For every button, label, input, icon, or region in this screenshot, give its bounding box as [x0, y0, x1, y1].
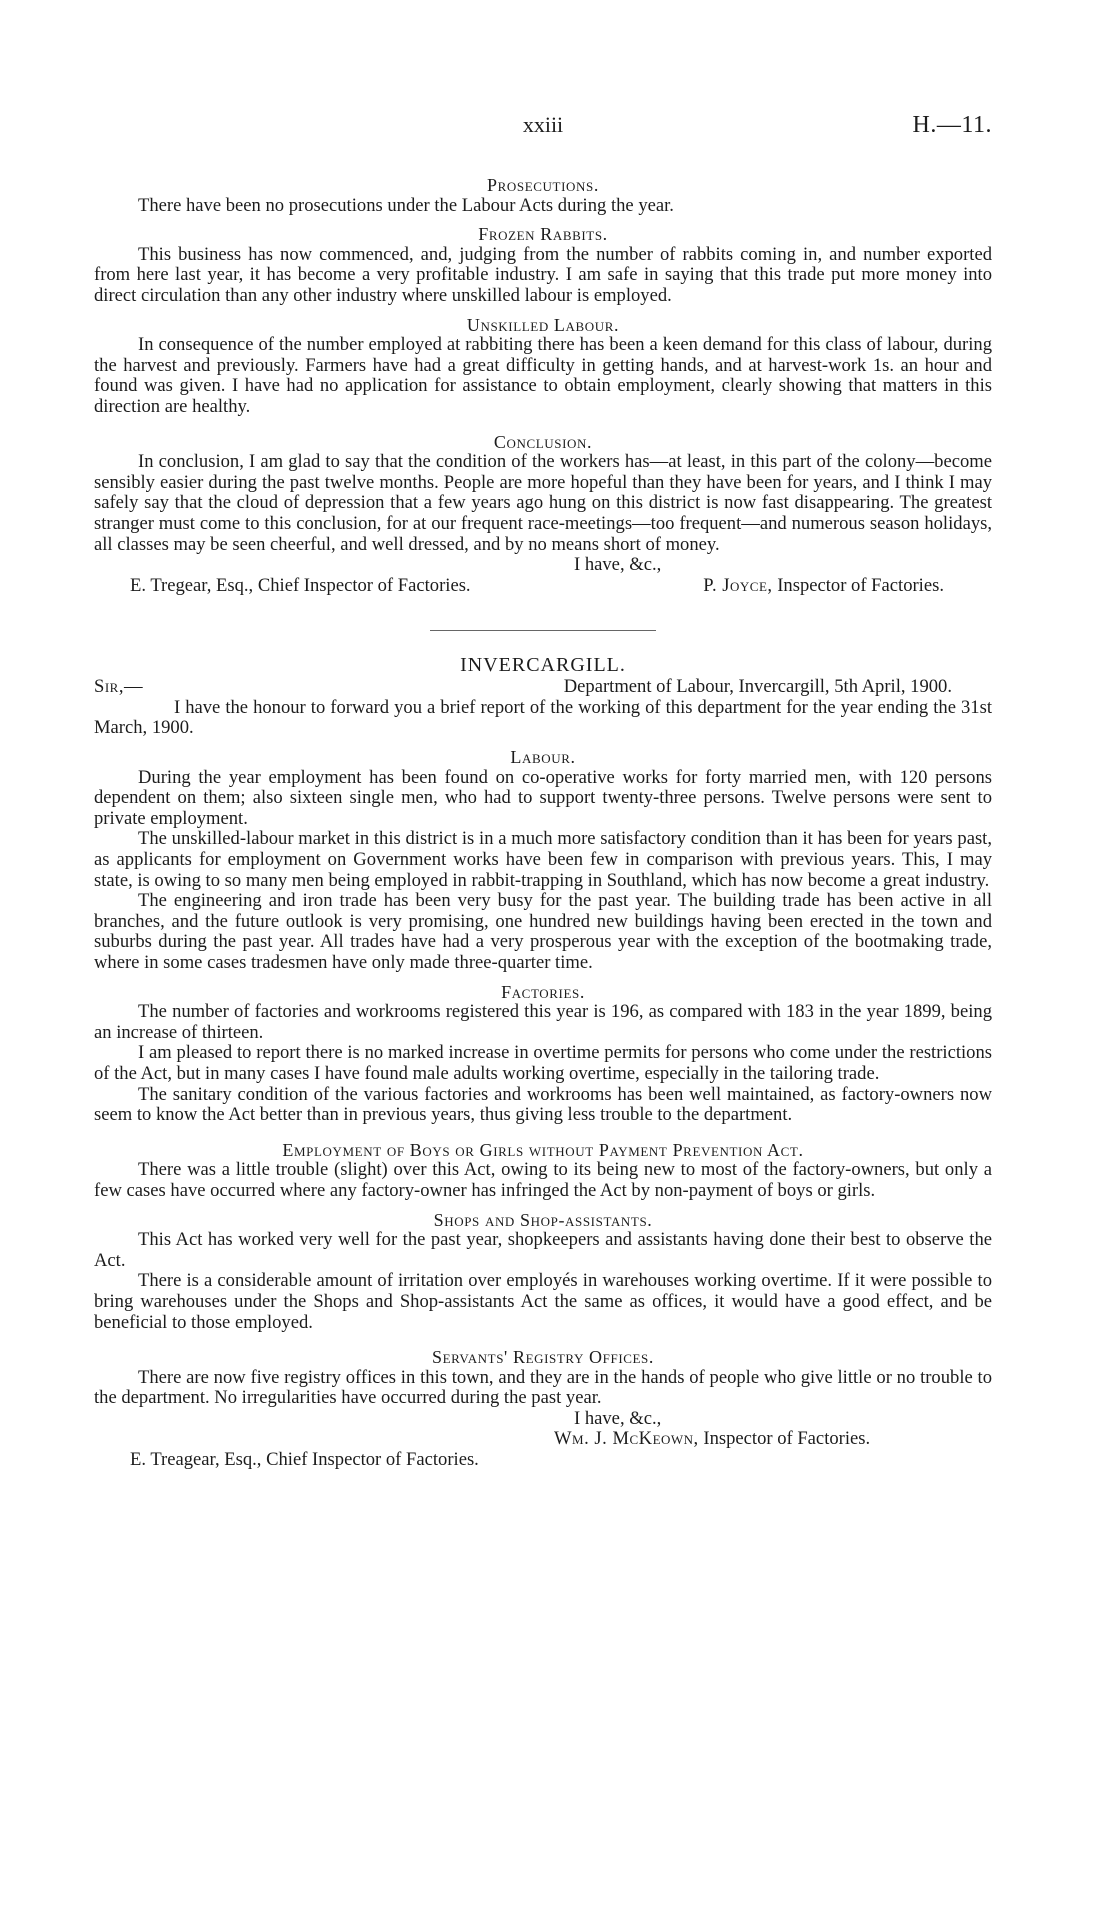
- heading-conclusion: Conclusion.: [493, 431, 593, 452]
- paragraph-factories-1: The number of factories and workrooms registered this year is 196, as compared with 183 in the year 1899, being an increase of thirteen.: [94, 1001, 992, 1043]
- heading-unskilled-labour: Unskilled Labour.: [466, 314, 620, 335]
- addressee-treagear: E. Treagear, Esq., Chief Inspector of Factories.: [130, 1449, 479, 1471]
- heading-servants-registry: Servants' Registry Offices.: [432, 1347, 654, 1368]
- heading-labour: Labour.: [510, 747, 576, 768]
- paragraph-factories-3: The sanitary condition of the various factories and workrooms has been well maintained, as factory-owners now seem to know the Act better than in previous years, thus giving less trouble to the department.: [94, 1083, 992, 1126]
- heading-frozen-rabbits: Frozen Rabbits.: [478, 224, 608, 245]
- heading-shops: Shops and Shop-assistants.: [433, 1209, 653, 1230]
- paragraph-shops-2: There is a considerable amount of irritation over employés in warehouses working overtime. If it were possible to bring warehouses under the Shops and Shop-assistants Act the same as offices, it would have a good effect, and be beneficial to those employed.: [94, 1270, 992, 1333]
- closing-i-have-2: I have, &c.,: [574, 1407, 662, 1429]
- paragraph-conclusion: In conclusion, I am glad to say that the condition of the workers has—at least, in this part of the colony—become sensibly easier during the past twelve months. People are more hopeful than they have been for years, and I think I may safely say that the cloud of depression that a few years ago hung on this district is now fast disappearing. The greatest stranger must come to this conclusion, for at our frequent race-meetings—too frequent—and numerous season holidays, all classes may be seen cheerful, and well dressed, and by no means short of money.: [94, 451, 992, 555]
- signatory-title: Inspector of Factories.: [777, 574, 944, 596]
- signature-mckeown: [94, 1429, 992, 1450]
- sheet-reference: H.—11.: [912, 112, 992, 138]
- heading-invercargill: INVERCARGILL.: [460, 654, 626, 677]
- signature-joyce: [703, 576, 944, 597]
- closing-i-have: I have, &c.,: [574, 554, 662, 576]
- paragraph-labour-2: The unskilled-labour market in this district is in a much more satisfactory condition than it has been for years past, as applicants for employment on Government works have been few in comparison with previous years. This, I may state, is owing to so many men being employed in rabbit-trapping in Southland, which has now become a great industry.: [94, 828, 992, 891]
- paragraph-shops-1: This Act has worked very well for the past year, shopkeepers and assistants having done their best to observe the Act.: [94, 1229, 992, 1271]
- page-number: xxiii: [522, 112, 564, 137]
- addressee-tregear: E. Tregear, Esq., Chief Inspector of Factories.: [130, 574, 471, 596]
- heading-prosecutions: Prosecutions.: [487, 175, 599, 195]
- paragraph-unskilled-labour: In consequence of the number employed at rabbiting there has been a keen demand for this class of labour, during the harvest and previously. Farmers have had a great difficulty in getting hands, and at harvest-work 1s. an hour and found was given. I have had no application for assistance to obtain employment, clearly showing that matters in this direction are healthy.: [94, 334, 992, 417]
- paragraph-intro: I have the honour to forward you a brief report of the working of this department for the year ending the 31st March, 1900.: [94, 696, 992, 739]
- paragraph-prosecutions: There have been no prosecutions under the Labour Acts during the year.: [138, 194, 674, 216]
- dateline: Department of Labour, Invercargill, 5th April, 1900.: [563, 676, 952, 698]
- heading-employment-act: Employment of Boys or Girls without Payment Prevention Act.: [282, 1139, 804, 1160]
- signatory-name: P. Joyce,: [703, 574, 773, 596]
- signatory-title-2: Inspector of Factories.: [703, 1428, 871, 1450]
- paragraph-frozen-rabbits: This business has now commenced, and, judging from the number of rabbits coming in, and number exported from here last year, it has become a very profitable industry. I am safe in saying that this trade put more money into direct circulation than any other industry where unskilled labour is employed.: [94, 243, 992, 306]
- report-body: [94, 175, 992, 1471]
- paragraph-labour-1: During the year employment has been found on co-operative works for forty married men, with 120 persons dependent on them; also sixteen single men, who had to support twenty-three persons. Twelve persons were sent to private employment.: [94, 766, 992, 829]
- signature-line-joyce: [94, 576, 992, 597]
- paragraph-factories-2: I am pleased to report there is no marked increase in overtime permits for persons who come under the restrictions of the Act, but in many cases I have found male adults working overtime, especially in the tailoring trade.: [94, 1042, 992, 1084]
- paragraph-labour-3: The engineering and iron trade has been very busy for the past year. The building trade has been active in all branches, and the future outlook is very promising, one hundred new buildings having been erected in the town and suburbs during the past year. All trades have had a very prosperous year with the exception of the bootmaking trade, where in some cases tradesmen have only made three-quarter time.: [94, 890, 992, 973]
- paragraph-employment-act: There was a little trouble (slight) over this Act, owing to its being new to most of the factory-owners, but only a few cases have occurred where any factory-owner has infringed the Act by non-payment of boys or girls.: [94, 1159, 992, 1201]
- heading-factories: Factories.: [501, 981, 585, 1002]
- signatory-name-2: Wm. J. McKeown,: [554, 1428, 699, 1450]
- paragraph-servants-registry: There are now five registry offices in this town, and they are in the hands of people who give little or no trouble to the department. No irregularities have occurred during the past year.: [94, 1366, 992, 1409]
- salutation-line: [94, 677, 992, 698]
- salutation: Sir,—: [94, 676, 144, 698]
- page-header: [94, 112, 992, 142]
- section-divider: [430, 630, 656, 631]
